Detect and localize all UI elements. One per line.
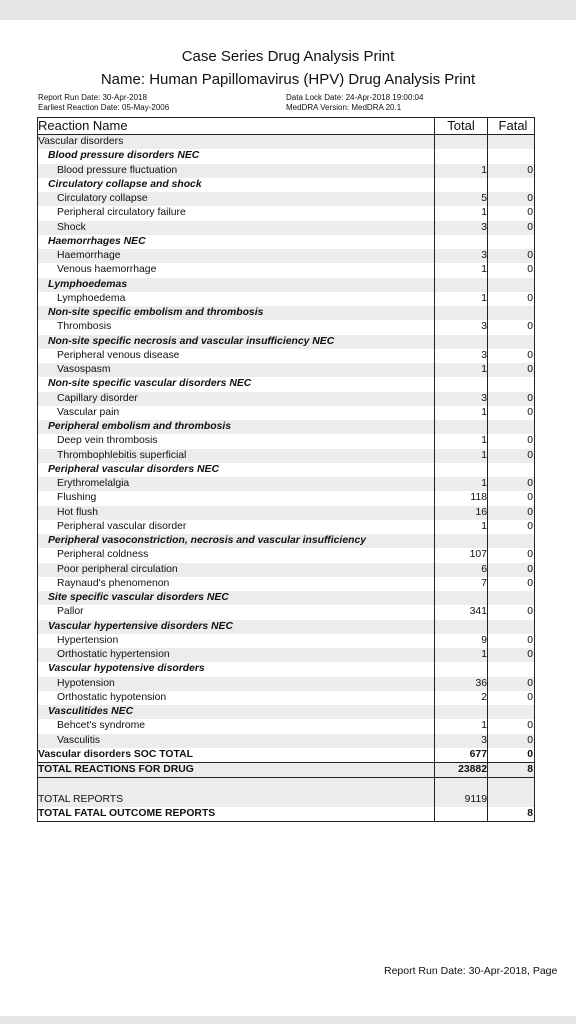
reaction-name-cell: Peripheral vascular disorders NEC — [48, 463, 219, 475]
reaction-name-cell: Vasospasm — [57, 364, 111, 375]
reaction-name-cell: Hypertension — [57, 634, 119, 646]
table-row — [37, 705, 535, 719]
reaction-name-cell: Erythromelalgia — [57, 478, 130, 489]
fatal-cell: 0 — [527, 577, 533, 589]
reaction-name-cell: Haemorrhages NEC — [48, 235, 146, 247]
fatal-cell: 0 — [527, 478, 533, 489]
total-cell: 107 — [469, 549, 487, 561]
reaction-name-cell: TOTAL REACTIONS FOR DRUG — [38, 764, 194, 775]
table-row — [37, 306, 535, 320]
reaction-name-cell: Blood pressure disorders NEC — [48, 150, 200, 162]
report-meta-right — [286, 93, 423, 113]
earliest-reaction-date: Earliest Reaction Date: 05-May-2006 — [38, 103, 170, 112]
total-cell: 5 — [481, 193, 487, 204]
table-row — [37, 563, 535, 577]
table-border-left — [37, 117, 38, 822]
reaction-name-cell: Vascular hypertensive disorders NEC — [48, 620, 233, 632]
total-cell: 3 — [481, 392, 487, 404]
column-header-fatal: Fatal — [498, 118, 528, 133]
table-row — [37, 192, 535, 206]
reaction-name-cell: Thrombosis — [57, 321, 112, 333]
total-cell: 3 — [481, 221, 487, 233]
reaction-name-cell: Orthostatic hypotension — [57, 691, 167, 703]
table-row — [37, 235, 535, 249]
table-row — [37, 463, 535, 477]
total-cell: 3 — [481, 734, 487, 746]
fatal-cell: 0 — [527, 563, 533, 575]
table-row — [37, 292, 535, 306]
table-row — [37, 506, 535, 520]
table-row — [37, 249, 535, 263]
fatal-cell: 0 — [527, 392, 533, 404]
table-row — [37, 420, 535, 434]
report-subtitle: Name: Human Papillomavirus (HPV) Drug Analysis Print — [100, 71, 476, 88]
fatal-cell: 0 — [527, 748, 533, 760]
table-row — [37, 135, 535, 149]
fatal-cell: 0 — [527, 193, 533, 204]
column-header-total: Total — [447, 118, 475, 133]
total-cell: 677 — [469, 748, 487, 760]
fatal-cell: 0 — [527, 250, 533, 261]
fatal-cell: 0 — [527, 449, 533, 461]
fatal-cell: 0 — [527, 321, 533, 333]
fatal-cell: 0 — [527, 691, 533, 703]
fatal-cell: 0 — [527, 734, 533, 746]
reaction-name-cell: TOTAL REPORTS — [38, 793, 124, 805]
reaction-name-cell: Vasculitides NEC — [48, 706, 134, 717]
table-row — [37, 349, 535, 363]
reaction-name-cell: Peripheral circulatory failure — [57, 207, 186, 219]
fatal-cell: 0 — [527, 221, 533, 233]
fatal-cell: 0 — [527, 492, 533, 504]
table-row — [37, 677, 535, 691]
total-cell: 6 — [481, 563, 487, 575]
reaction-name-cell: Peripheral embolism and thrombosis — [48, 421, 232, 432]
reaction-name-cell: Peripheral vascular disorder — [57, 520, 187, 532]
reaction-name-cell: Raynaud's phenomenon — [57, 577, 170, 589]
fatal-cell: 0 — [527, 649, 533, 660]
fatal-cell: 0 — [527, 364, 533, 375]
table-row — [37, 548, 535, 562]
total-cell: 1 — [481, 292, 487, 304]
fatal-cell: 0 — [527, 435, 533, 447]
total-cell: 3 — [481, 349, 487, 361]
table-row — [37, 164, 535, 178]
table-row — [37, 278, 535, 292]
table-row — [37, 335, 535, 349]
total-cell: 1 — [481, 720, 487, 732]
total-cell: 1 — [481, 649, 487, 660]
table-row — [37, 662, 535, 676]
footer-run-date: Report Run Date: 30-Apr-2018, Page — [384, 965, 558, 977]
total-cell: 3 — [481, 321, 487, 333]
reaction-name-cell: Site specific vascular disorders NEC — [48, 592, 229, 603]
table-divider-name-total — [434, 117, 435, 822]
fatal-cell: 0 — [527, 720, 533, 732]
table-row — [37, 591, 535, 605]
fatal-cell: 8 — [527, 807, 533, 819]
reaction-name-cell: Circulatory collapse and shock — [48, 178, 202, 190]
report-title: Case Series Drug Analysis Print — [181, 48, 395, 65]
total-cell: 2 — [481, 691, 487, 703]
table-row — [37, 719, 535, 733]
table-row — [37, 748, 535, 763]
table-header — [37, 117, 535, 135]
fatal-cell: 0 — [527, 292, 533, 304]
reaction-name-cell: Vascular disorders SOC TOTAL — [38, 748, 193, 760]
total-cell: 1 — [481, 478, 487, 489]
table-row — [37, 377, 535, 391]
table-row — [37, 363, 535, 377]
table-row — [37, 406, 535, 420]
total-cell: 9 — [481, 634, 487, 646]
reaction-name-cell: Vascular disorders — [38, 136, 124, 147]
table-row — [37, 491, 535, 505]
fatal-cell: 0 — [527, 264, 533, 276]
table-row — [37, 434, 535, 448]
reaction-name-cell: Hot flush — [57, 506, 99, 518]
fatal-cell: 0 — [527, 207, 533, 219]
fatal-cell: 0 — [527, 634, 533, 646]
reaction-name-cell: Pallor — [57, 606, 84, 618]
data-lock-date: Data Lock Date: 24-Apr-2018 19:00:04 — [286, 93, 424, 102]
table-row — [37, 534, 535, 548]
table-row — [37, 620, 535, 634]
table-row — [37, 577, 535, 591]
table-row — [37, 449, 535, 463]
total-cell: 9119 — [464, 793, 487, 805]
reaction-name-cell: TOTAL FATAL OUTCOME REPORTS — [38, 807, 216, 819]
column-header-reaction-name: Reaction Name — [38, 118, 128, 133]
reaction-name-cell: Lymphoedema — [57, 292, 126, 304]
reaction-table — [37, 117, 535, 822]
table-row — [37, 206, 535, 220]
reaction-name-cell: Thrombophlebitis superficial — [57, 449, 187, 461]
reaction-name-cell: Circulatory collapse — [57, 193, 148, 204]
reaction-name-cell: Hypotension — [57, 677, 115, 689]
total-cell: 1 — [481, 435, 487, 447]
fatal-cell: 0 — [527, 349, 533, 361]
table-row — [37, 763, 535, 778]
reaction-name-cell: Lymphoedemas — [48, 278, 128, 290]
reaction-name-cell: Peripheral vasoconstriction, necrosis and vascular insufficiency — [48, 535, 367, 546]
reaction-name-cell: Deep vein thrombosis — [57, 435, 158, 447]
fatal-cell: 0 — [527, 520, 533, 532]
table-row — [37, 392, 535, 406]
table-row — [37, 605, 535, 619]
reaction-name-cell: Behcet's syndrome — [57, 720, 146, 732]
reaction-name-cell: Non-site specific embolism and thrombosis — [48, 307, 264, 318]
reaction-name-cell: Vascular hypotensive disorders — [48, 663, 205, 675]
report-run-date: Report Run Date: 30-Apr-2018 — [38, 93, 147, 102]
total-cell: 1 — [481, 520, 487, 532]
reaction-name-cell: Non-site specific vascular disorders NEC — [48, 378, 252, 390]
total-cell: 36 — [475, 677, 487, 689]
fatal-cell: 0 — [527, 164, 533, 176]
total-cell: 1 — [481, 264, 487, 276]
table-row — [37, 648, 535, 662]
total-cell: 23882 — [458, 764, 487, 775]
table-row — [37, 149, 535, 163]
table-border-right — [534, 117, 535, 822]
reaction-name-cell: Blood pressure fluctuation — [57, 164, 178, 176]
table-row — [37, 221, 535, 235]
reaction-name-cell: Shock — [57, 221, 86, 233]
total-cell: 1 — [481, 364, 487, 375]
reaction-name-cell: Peripheral venous disease — [57, 349, 180, 361]
fatal-cell: 8 — [527, 764, 533, 775]
table-row — [37, 734, 535, 748]
table-row — [37, 793, 535, 807]
table-row — [37, 778, 535, 792]
table-divider-total-fatal — [487, 117, 488, 822]
reaction-name-cell: Haemorrhage — [57, 250, 121, 261]
reaction-name-cell: Vasculitis — [57, 734, 101, 746]
table-row — [37, 477, 535, 491]
table-row — [37, 320, 535, 334]
reaction-name-cell: Flushing — [57, 492, 97, 504]
table-row — [37, 691, 535, 705]
total-cell: 7 — [481, 577, 487, 589]
total-cell: 1 — [481, 207, 487, 219]
reaction-name-cell: Orthostatic hypertension — [57, 649, 170, 660]
total-cell: 1 — [481, 449, 487, 461]
table-row — [37, 520, 535, 534]
reaction-name-cell: Non-site specific necrosis and vascular insufficiency NEC — [48, 335, 335, 347]
report-meta-left — [38, 93, 169, 113]
fatal-cell: 0 — [527, 406, 533, 418]
fatal-cell: 0 — [527, 606, 533, 618]
total-cell: 341 — [469, 606, 487, 618]
fatal-cell: 0 — [527, 549, 533, 561]
total-cell: 118 — [470, 492, 487, 504]
meddra-version: MedDRA Version: MedDRA 20.1 — [286, 103, 402, 112]
reaction-name-cell: Peripheral coldness — [57, 549, 149, 561]
table-row — [37, 807, 535, 822]
total-cell: 3 — [481, 250, 487, 261]
reaction-name-cell: Venous haemorrhage — [57, 264, 157, 276]
table-row — [37, 634, 535, 648]
reaction-name-cell: Capillary disorder — [57, 392, 138, 404]
total-cell: 16 — [475, 506, 487, 518]
table-row — [37, 263, 535, 277]
reaction-name-cell: Vascular pain — [57, 406, 120, 418]
reaction-name-cell: Poor peripheral circulation — [57, 563, 178, 575]
fatal-cell: 0 — [527, 506, 533, 518]
table-row — [37, 178, 535, 192]
total-cell: 1 — [481, 406, 487, 418]
total-cell: 1 — [481, 164, 487, 176]
fatal-cell: 0 — [527, 677, 533, 689]
